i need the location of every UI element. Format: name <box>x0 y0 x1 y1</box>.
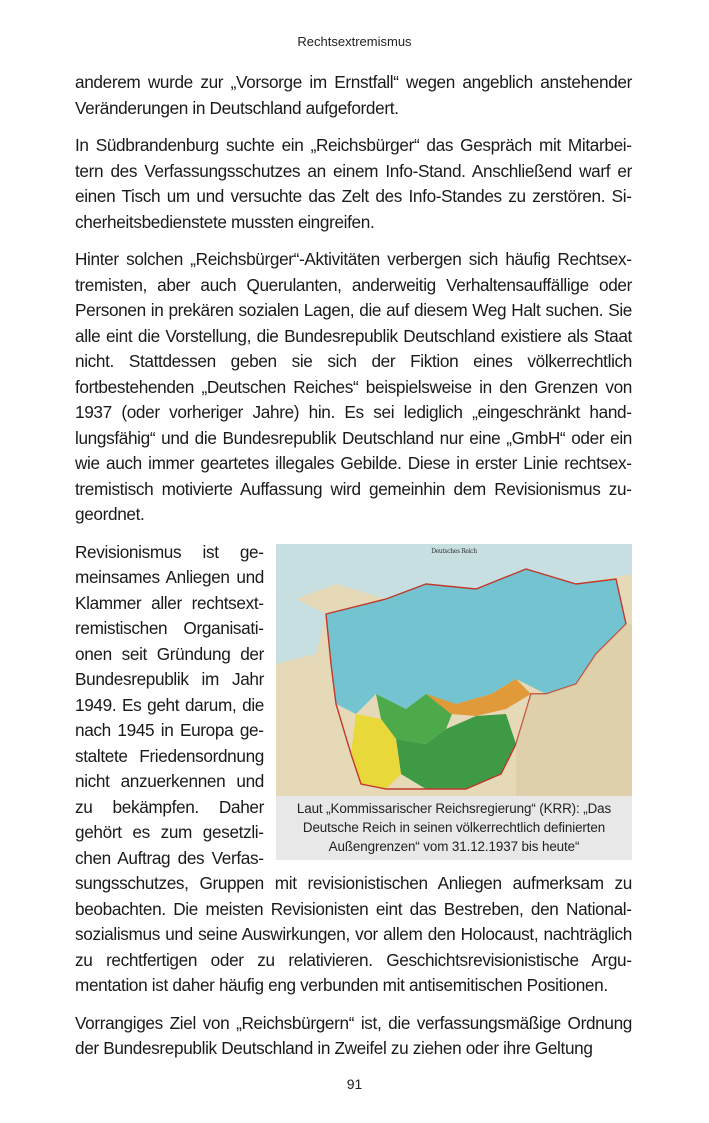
running-header: Rechtsextremismus <box>297 34 412 49</box>
main-text <box>75 70 632 1074</box>
map-figure <box>276 544 632 860</box>
paragraph: Vorrangiges Ziel von „Reichsbürgern“ ist, die verfassungsmäßige Ordnung der Bundesrepublik Deutschland in Zweifel zu ziehen oder ihre Geltung <box>75 1012 632 1058</box>
map-title: Deutsches Reich <box>431 547 477 555</box>
page-number: 91 <box>346 1076 363 1092</box>
paragraph: Revisionismus ist gemeinsames Anliegen und Klammer aller rechtsextremistischen Organisationen seit Gründung der Bundesrepublik im Jahr 1949. Es geht darum, die nach 1945 in Europa gestaltete Friedensordnung nicht anzuerkennen und zu bekämpfen. Daher gehört es zum gesetzlichen Auftrag des Verfassungsschutzes, Gruppen mit revisionistischen Anliegen aufmerksam zu beobachten. Die meisten Revisionisten eint das Bestreben, den Nationalsozialismus und seine Auswirkungen, vor allem den Holocaust, nachträglich zu rechtfertigen oder zu relativieren. Geschichtsrevisionistische Argumentation ist daher häufig eng verbunden mit antisemitischen Positionen. <box>75 541 632 995</box>
historical-map <box>276 544 632 796</box>
paragraph: In Südbrandenburg suchte ein „Reichsbürger“ das Gespräch mit Mitarbeitern des Verfassungsschutzes an einem Info-Stand. Anschließend warf er einen Tisch um und versuchte das Zelt des Info-Standes zu zerstören. Sicherheitsbedienstete mussten eingreifen. <box>75 135 632 232</box>
paragraph: Hinter solchen „Reichsbürger“-Aktivitäten verbergen sich häufig Rechtsextremisten, aber auch Querulanten, anderweitig Verhaltensauffällige oder Personen in prekären sozialen Lagen, die auf diesem Weg Halt suchen. Sie alle eint die Vorstellung, die Bundesrepublik Deutschland existiere als Staat nicht. Stattdessen geben sie sich der Fiktion eines völkerrechtlich fortbestehenden „Deutschen Reiches“ beispielsweise in den Grenzen von 1937 (oder vorheriger Jahre) hin. Es sei lediglich „eingeschränkt handlungsfähig“ und die Bundesrepublik Deutschland nur eine „GmbH“ oder ein wie auch immer geartetes illegales Gebilde. Diese in erster Linie rechtsextremistisch motivierte Auffassung wird gemeinhin dem Revisionismus zugeordnet. <box>75 249 632 524</box>
paragraph: anderem wurde zur „Vorsorge im Ernstfall“ wegen angeblich anstehender Veränderungen in Deutschland aufgefordert. <box>75 72 632 118</box>
figure-caption: Laut „Kommissarischer Reichsregierung“ (KRR): „Das Deutsche Reich in seinen völkerrechtlich definierten Außengrenzen“ vom 31.12.1937 bis heute“ <box>296 800 612 854</box>
